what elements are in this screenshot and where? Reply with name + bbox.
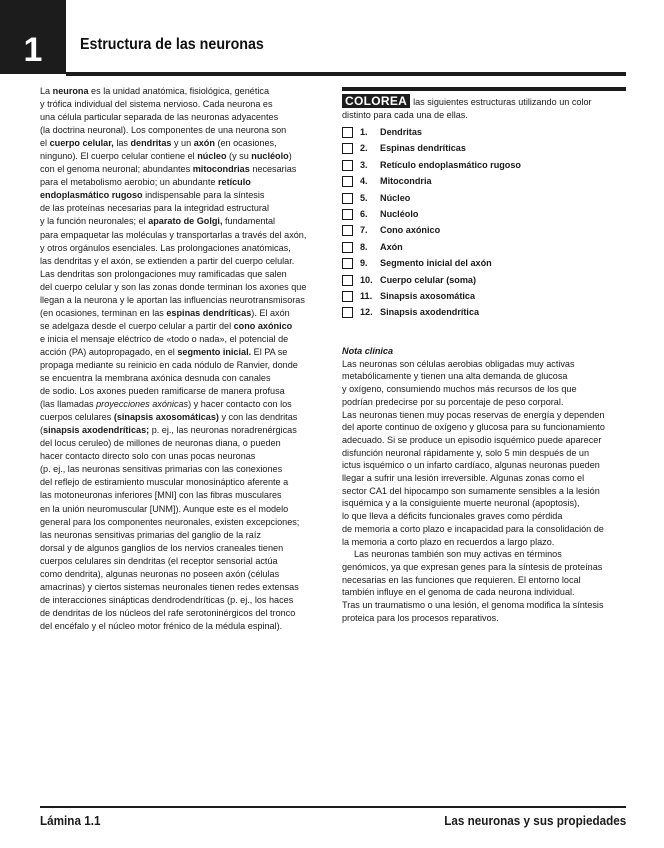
checklist-item bbox=[342, 175, 628, 191]
checkbox[interactable] bbox=[342, 275, 353, 286]
clinical-note-line: Las neuronas también son muy activas en términos bbox=[354, 549, 562, 560]
checkbox[interactable] bbox=[342, 127, 353, 138]
clinical-note-line: también influye en el genoma de cada neurona individual. bbox=[342, 587, 575, 598]
chapter-number-box bbox=[0, 0, 66, 74]
checkbox[interactable] bbox=[342, 225, 353, 236]
body-text: del reflejo de estiramiento muscular monosináptico aferente a bbox=[40, 477, 289, 488]
checklist-item bbox=[342, 208, 628, 224]
checklist-item bbox=[342, 224, 628, 240]
bold-term: nucléolo bbox=[251, 151, 289, 162]
body-text: se adelgaza desde el cuerpo celular a partir del bbox=[40, 320, 234, 331]
item-label: Dendritas bbox=[380, 127, 422, 137]
body-line bbox=[40, 268, 325, 281]
clinical-note-line: isquémica y a la consiguiente muerte neuronal (apoptosis), bbox=[342, 498, 580, 509]
body-line bbox=[40, 476, 325, 489]
body-text: ) bbox=[288, 151, 292, 162]
colorea-tag: COLOREA bbox=[342, 94, 410, 108]
body-line bbox=[40, 411, 325, 424]
body-text: y otros orgánulos esenciales. Las prolongaciones anatómicas, bbox=[40, 242, 291, 253]
item-number: 2. bbox=[360, 143, 368, 154]
body-line bbox=[40, 450, 325, 463]
clinical-note bbox=[342, 345, 632, 624]
body-line bbox=[40, 529, 325, 542]
body-text: cuerpos celulares bbox=[40, 412, 114, 423]
body-text: p. ej., las neuronas noradrenérgicas bbox=[149, 425, 297, 436]
bold-term: neurona bbox=[52, 86, 89, 96]
body-text: las motoneuronas inferiores [MNI] con las fibras musculares bbox=[40, 490, 282, 501]
clinical-note-line: metabólicamente y tienen una alta demanda de glucosa bbox=[342, 371, 568, 382]
body-text: (p. ej., las neuronas sensitivas primarias con las conexiones bbox=[40, 464, 283, 475]
body-line bbox=[40, 215, 325, 228]
body-text: (la doctrina neuronal). Los componentes de una neurona son bbox=[40, 125, 287, 136]
body-text: dorsal y de algunos ganglios de los nervios craneales tienen bbox=[40, 542, 284, 553]
item-label: Sinapsis axodendrítica bbox=[380, 307, 480, 318]
body-text: con el genoma neuronal; abundantes bbox=[40, 164, 193, 175]
body-text: fundamental bbox=[222, 216, 276, 227]
item-number: 4. bbox=[360, 176, 368, 187]
clinical-note-line: lo que lleva a déficits funcionales graves como pérdida bbox=[342, 511, 563, 522]
item-number: 3. bbox=[360, 159, 368, 170]
body-line bbox=[40, 516, 325, 529]
body-text-column bbox=[40, 85, 325, 633]
body-text: La bbox=[40, 86, 53, 96]
checkbox[interactable] bbox=[342, 258, 353, 269]
body-line bbox=[40, 124, 325, 137]
body-text: acción (PA) autopropagado, en el bbox=[40, 346, 178, 357]
body-text: el bbox=[40, 138, 50, 149]
checklist-item bbox=[342, 257, 628, 273]
clinical-note-line: del aporte continuo de oxígeno y glucosa para su funcionamiento bbox=[342, 422, 605, 433]
item-number: 1. bbox=[360, 127, 368, 137]
body-line bbox=[40, 307, 325, 320]
section-title: Las neuronas y sus propiedades bbox=[443, 813, 626, 828]
body-text: Las dendritas son prolongaciones muy ramificadas que salen bbox=[40, 268, 287, 279]
item-label: Sinapsis axosomática bbox=[380, 290, 476, 301]
checklist-item bbox=[342, 274, 628, 290]
body-line bbox=[40, 424, 325, 437]
body-line bbox=[40, 111, 325, 124]
bold-term: segmento inicial. bbox=[177, 346, 252, 357]
body-text: propaga mediante su reinicio en cada nódulo de Ranvier, donde bbox=[40, 359, 298, 370]
bold-term: mitocondrias bbox=[192, 164, 250, 175]
body-line bbox=[40, 555, 325, 568]
item-number: 12. bbox=[360, 307, 373, 318]
body-text: e inicia el mensaje eléctrico de «todo o nada», el potencial de bbox=[40, 333, 289, 344]
checklist-item bbox=[342, 142, 628, 158]
bold-term: retículo bbox=[217, 177, 251, 188]
item-label: Segmento inicial del axón bbox=[380, 258, 492, 269]
bold-term: aparato de Golgi, bbox=[148, 216, 223, 227]
body-line bbox=[40, 463, 325, 476]
body-text: (y su bbox=[226, 151, 252, 162]
body-text: y la función neuronales; el bbox=[40, 216, 149, 227]
plate-number: Lámina 1.1 bbox=[40, 813, 101, 828]
bold-term: dendritas bbox=[130, 138, 172, 149]
clinical-note-title: Nota clínica bbox=[342, 346, 394, 356]
body-line bbox=[40, 281, 325, 294]
body-line bbox=[40, 594, 325, 607]
bold-term: (sinapsis axosomáticas) bbox=[113, 412, 219, 423]
body-text: para el metabolismo aerobio; un abundante bbox=[40, 177, 218, 188]
body-text: ninguno). El cuerpo celular contiene el bbox=[40, 151, 198, 162]
body-line bbox=[40, 359, 325, 372]
bold-term: cono axónico bbox=[233, 320, 293, 331]
bold-term: sinapsis axodendríticas; bbox=[43, 425, 150, 436]
clinical-note-line: proteica para los procesos reparativos. bbox=[342, 612, 499, 623]
body-text: para empaquetar las moléculas y transportarlas a través del axón, bbox=[40, 229, 307, 240]
item-label: Núcleo bbox=[380, 192, 411, 203]
body-text: ) y hacer contacto con los bbox=[188, 399, 292, 410]
body-text: del locus ceruleo) de millones de neuronas diana, o pueden bbox=[40, 438, 281, 449]
body-text: ( bbox=[40, 425, 44, 436]
page-title: Estructura de las neuronas bbox=[80, 36, 264, 53]
body-line bbox=[40, 437, 325, 450]
checkbox[interactable] bbox=[342, 242, 353, 253]
body-text: las bbox=[113, 138, 131, 149]
bold-term: axón bbox=[193, 138, 215, 149]
checkbox[interactable] bbox=[342, 160, 353, 171]
body-line bbox=[40, 320, 325, 333]
body-line bbox=[40, 333, 325, 346]
body-line bbox=[40, 189, 325, 202]
clinical-note-line: Las neuronas son células aerobias obligadas muy activas bbox=[342, 358, 575, 369]
body-line bbox=[40, 568, 325, 581]
item-number: 6. bbox=[360, 208, 368, 219]
clinical-note-line: adecuado. Si se produce un episodio isquémico puede aparecer bbox=[342, 434, 602, 445]
item-label: Axón bbox=[380, 241, 403, 252]
bold-term: núcleo bbox=[197, 151, 227, 162]
body-text: una célula particular separada de las neuronas adyacentes bbox=[40, 112, 279, 123]
body-text: (en ocasiones, terminan en las bbox=[40, 307, 167, 318]
checkbox[interactable] bbox=[342, 143, 353, 154]
body-text: cuerpos celulares sin dendritas (el receptor sensorial actúa bbox=[40, 555, 278, 566]
item-label: Espinas dendríticas bbox=[380, 143, 466, 154]
item-label: Cuerpo celular (soma) bbox=[380, 274, 477, 285]
clinical-note-line: y oxígeno, consumiendo muchos más recursos de los que bbox=[342, 384, 577, 395]
body-line bbox=[40, 385, 325, 398]
body-text: ). El axón bbox=[251, 307, 290, 318]
chapter-number: 1 bbox=[23, 31, 43, 69]
checklist-item bbox=[342, 241, 628, 257]
body-line bbox=[40, 346, 325, 359]
body-line bbox=[40, 229, 325, 242]
body-text: es la unidad anatómica, fisiológica, genética bbox=[88, 86, 270, 96]
body-line bbox=[40, 176, 325, 189]
body-line bbox=[40, 202, 325, 215]
body-line bbox=[40, 98, 325, 111]
body-text: y con las dendritas bbox=[218, 412, 298, 423]
body-line bbox=[40, 581, 325, 594]
item-number: 9. bbox=[360, 258, 368, 269]
item-number: 10. bbox=[360, 274, 373, 285]
body-text: general para los componentes neuronales, existen excepciones; bbox=[40, 516, 300, 527]
item-number: 11. bbox=[360, 290, 373, 301]
body-line bbox=[40, 150, 325, 163]
clinical-note-line: podrían predecirse por su porcentaje de peso corporal. bbox=[342, 396, 564, 407]
clinical-note-line: Las neuronas tienen muy pocas reservas de energía y dependen bbox=[342, 409, 605, 420]
checklist-item bbox=[342, 290, 628, 306]
body-line bbox=[40, 542, 325, 555]
item-label: Nucléolo bbox=[380, 208, 419, 219]
body-text: se encuentra la membrana axónica desnuda con canales bbox=[40, 373, 271, 384]
body-line bbox=[40, 372, 325, 385]
item-number: 7. bbox=[360, 225, 368, 236]
body-text: necesarias bbox=[249, 164, 297, 175]
checkbox[interactable] bbox=[342, 307, 353, 318]
header-divider bbox=[66, 72, 626, 76]
body-line bbox=[40, 137, 325, 150]
body-text: (en ocasiones, bbox=[214, 138, 277, 149]
body-line bbox=[40, 489, 325, 502]
body-text: las neuronas sensitivas primarias del ganglio de la raíz bbox=[40, 529, 261, 540]
body-text: del encéfalo y el núcleo motor frénico de la médula espinal). bbox=[40, 620, 283, 631]
body-text: El PA se bbox=[251, 346, 288, 357]
clinical-note-line: disfunción neuronal rápidamente y, solo 5 min después de un bbox=[342, 447, 590, 458]
structure-checklist bbox=[342, 126, 628, 323]
checkbox[interactable] bbox=[342, 193, 353, 204]
item-label: Retículo endoplasmático rugoso bbox=[380, 159, 521, 170]
clinical-note-line: sector CA1 del hipocampo son sumamente sensibles a la lesión bbox=[342, 485, 600, 496]
body-text: como dendrita), algunas neuronas no poseen axón (células bbox=[40, 568, 280, 579]
body-text: y un bbox=[171, 138, 194, 149]
item-label: Mitocondria bbox=[380, 176, 432, 187]
body-text: (las llamadas bbox=[40, 399, 97, 410]
body-text: del cuerpo celular y son las zonas donde terminan los axones que bbox=[40, 281, 307, 292]
clinical-note-line: la memoria a corto plazo en recuerdos a largo plazo. bbox=[342, 536, 555, 547]
colorea-line-1: las siguientes estructuras utilizando un color bbox=[413, 97, 592, 107]
body-line bbox=[40, 294, 325, 307]
checklist-item bbox=[342, 192, 628, 208]
body-text: llegan a la neurona y le aportan las influencias neurotransmisoras bbox=[40, 294, 305, 305]
clinical-note-line: Tras un traumatismo o una lesión, el genoma modifica la síntesis bbox=[342, 600, 604, 611]
colorea-instructions bbox=[342, 94, 628, 122]
checklist-item bbox=[342, 306, 628, 322]
clinical-note-line: ictus isquémico o un infarto cardíaco, algunas neuronas pueden bbox=[342, 460, 600, 471]
body-line bbox=[40, 163, 325, 176]
body-line bbox=[40, 620, 325, 633]
colorea-divider bbox=[342, 87, 626, 91]
body-text: de interacciones sinápticas dendrodendríticas (p. ej., los haces bbox=[40, 594, 294, 605]
clinical-note-line: llegar a sufrir una lesión irreversible. Algunas zonas como el bbox=[342, 473, 585, 484]
body-text: las dendritas y el axón, se extienden a partir del cuerpo celular. bbox=[40, 255, 295, 266]
bold-term: endoplasmático rugoso bbox=[40, 190, 143, 201]
body-text: y trófica individual del sistema nervioso. Cada neurona es bbox=[40, 99, 273, 110]
body-text: indispensable para la síntesis bbox=[142, 190, 265, 201]
clinical-note-line: necesarias en las funciones que requieren. El entorno local bbox=[342, 574, 581, 585]
item-label: Cono axónico bbox=[380, 225, 441, 236]
bold-term: espinas dendríticas bbox=[166, 307, 252, 318]
italic-term: proyecciones axónicas bbox=[96, 399, 189, 410]
body-text: amacrinas) y ciertos sistemas neuronales tienen redes extensas bbox=[40, 581, 299, 592]
body-line bbox=[40, 398, 325, 411]
body-text: en la unión neuromuscular [UNM]). Aunque este es el modelo bbox=[40, 503, 289, 514]
checkbox[interactable] bbox=[342, 176, 353, 187]
body-line bbox=[40, 85, 325, 98]
checkbox[interactable] bbox=[342, 291, 353, 302]
checklist-item bbox=[342, 159, 628, 175]
body-text: de las proteínas necesarias para la integridad estructural bbox=[40, 203, 269, 214]
item-number: 5. bbox=[360, 192, 368, 203]
checkbox[interactable] bbox=[342, 209, 353, 220]
body-text: de dendritas de los núcleos del rafe serotoninérgicos del tronco bbox=[40, 607, 296, 618]
bold-term: cuerpo celular, bbox=[49, 138, 114, 149]
item-number: 8. bbox=[360, 241, 368, 252]
body-line bbox=[40, 242, 325, 255]
body-line bbox=[40, 255, 325, 268]
body-text: de sodio. Los axones pueden ramificarse de manera profusa bbox=[40, 386, 285, 397]
checklist-item bbox=[342, 126, 628, 142]
clinical-note-line: genómicos, ya que expresan genes para la síntesis de proteínas bbox=[342, 561, 603, 572]
body-line bbox=[40, 607, 325, 620]
clinical-note-line: de memoria a corto plazo e incapacidad para la consolidación de bbox=[342, 523, 604, 534]
footer-divider bbox=[40, 806, 626, 808]
body-line bbox=[40, 503, 325, 516]
body-text: hacer contacto directo solo con unas pocas neuronas bbox=[40, 451, 256, 462]
colorea-line-2: distinto para cada una de ellas. bbox=[342, 110, 468, 120]
